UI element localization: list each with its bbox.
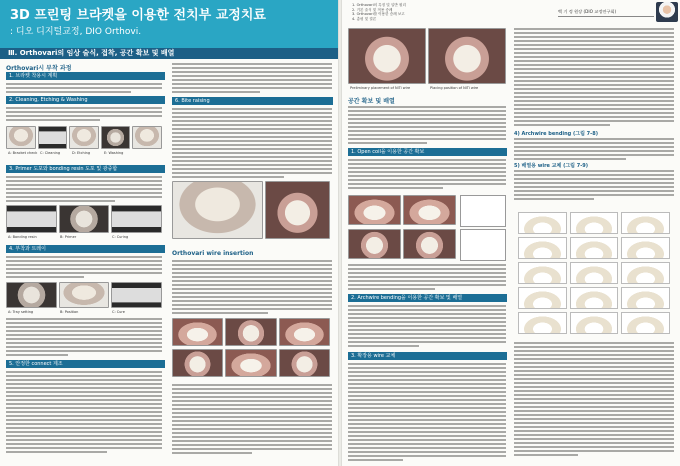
body-text-block bbox=[6, 176, 162, 204]
title-banner bbox=[0, 0, 338, 48]
column-title: Orthovari시 부착 과정 bbox=[6, 65, 72, 72]
left-page bbox=[0, 0, 338, 466]
clinical-photo bbox=[6, 205, 57, 233]
author-portrait bbox=[656, 2, 678, 22]
author-name: 백 기 정 원장 (DIO 교정연구회) bbox=[558, 9, 617, 14]
photo-row bbox=[172, 318, 330, 346]
photo-row bbox=[6, 205, 162, 233]
subheading-5: 5. 안정한 connect 제조 bbox=[6, 360, 165, 368]
clinical-photo bbox=[172, 349, 223, 377]
body-text-block bbox=[348, 363, 506, 463]
dental-arch-figure bbox=[570, 312, 619, 334]
photo-row bbox=[6, 282, 162, 308]
clinical-photo bbox=[111, 205, 162, 233]
subheading-3: 3. Primer 도포와 bonding resin 도포 및 광중합 bbox=[6, 165, 165, 173]
body-text-block bbox=[348, 106, 506, 146]
body-text-block bbox=[514, 28, 674, 128]
article-title: 3D 프린팅 브라켓을 이용한 전치부 교정치료 bbox=[10, 8, 266, 23]
photo-caption: E: Washing bbox=[104, 151, 124, 155]
series-list bbox=[352, 3, 406, 21]
subheading-4: 4. 부착과 트레이 bbox=[6, 245, 165, 253]
series-item: 3. Orthovari를 이용한 증례 보고 bbox=[352, 12, 405, 17]
clinical-photo bbox=[265, 181, 330, 239]
right-page bbox=[342, 0, 680, 466]
photo-caption: C: Curing bbox=[112, 235, 129, 239]
clinical-photo bbox=[428, 28, 506, 84]
body-text-block bbox=[172, 260, 332, 316]
dental-arch-figure bbox=[621, 262, 670, 284]
clinical-photo bbox=[348, 195, 401, 225]
body-text-block bbox=[6, 83, 162, 95]
clinical-photo bbox=[348, 28, 426, 84]
photo-row bbox=[348, 195, 456, 225]
dental-arch-figure bbox=[621, 237, 670, 259]
clinical-photo bbox=[172, 181, 263, 239]
dental-arch-figure bbox=[570, 237, 619, 259]
photo-caption: Preliminary placement of NiTi wire bbox=[350, 86, 411, 90]
dental-arch-figure bbox=[518, 212, 567, 234]
series-item: 1. Orthovari의 특징 및 일반 원리 bbox=[352, 3, 406, 7]
dental-arch-figure bbox=[518, 287, 567, 309]
photo-pair bbox=[348, 28, 506, 84]
photo-row bbox=[6, 126, 162, 149]
clinical-photo bbox=[348, 229, 401, 259]
subheading-1: 1. 브라켓 착용시 계획 bbox=[6, 72, 165, 80]
body-text-block bbox=[348, 159, 506, 191]
subheading-archwire: 2. Archwire bending을 이용한 공간 확보 및 배열 bbox=[348, 294, 507, 302]
photo-grid bbox=[172, 181, 330, 239]
photo-row bbox=[348, 229, 456, 259]
clinical-photo bbox=[111, 282, 162, 308]
clinical-photo bbox=[6, 282, 57, 308]
series-item: 2. 기본 술식 및 적용 증례 bbox=[352, 7, 393, 12]
clinical-photo bbox=[38, 126, 68, 149]
photo-caption: A: Bonding resin bbox=[8, 235, 37, 239]
dental-arch-figure bbox=[518, 262, 567, 284]
photo-row bbox=[172, 349, 330, 377]
subheading-2: 2. Cleaning, Etching & Washing bbox=[6, 96, 165, 104]
dental-arch-figure bbox=[570, 212, 619, 234]
subheading-6: 6. Bite raising bbox=[172, 97, 333, 105]
section-title: Ⅲ. Orthovari의 임상 술식, 접착, 공간 확보 및 배열 bbox=[8, 49, 175, 57]
dental-arch-figure bbox=[621, 287, 670, 309]
photo-caption: Placing position of NiTi wire bbox=[430, 86, 479, 90]
body-text-block bbox=[6, 107, 162, 123]
clinical-photo bbox=[225, 318, 276, 346]
clinical-photo bbox=[403, 229, 456, 259]
body-text-block bbox=[514, 170, 674, 202]
body-text-block bbox=[348, 264, 506, 292]
figure-legend bbox=[460, 195, 506, 227]
divider bbox=[558, 16, 654, 17]
photo-caption: A: Bracket check bbox=[8, 151, 38, 155]
clinical-photo bbox=[69, 126, 99, 149]
body-text-block bbox=[6, 371, 162, 455]
figure-legend bbox=[460, 229, 506, 261]
body-text-block bbox=[514, 342, 674, 458]
clinical-photo bbox=[59, 282, 110, 308]
body-text-block bbox=[514, 138, 674, 162]
dental-arch-figure bbox=[570, 287, 619, 309]
dental-arch-figure bbox=[518, 312, 567, 334]
right-header bbox=[342, 0, 680, 22]
clinical-photo bbox=[279, 318, 330, 346]
article-subtitle: : 디오 디지털교정, DIO Orthovi. bbox=[10, 27, 142, 37]
column-title: 공간 확보 및 배열 bbox=[348, 98, 395, 105]
dental-arch-figure bbox=[621, 212, 670, 234]
clinical-photo bbox=[132, 126, 162, 149]
photo-caption: D: Etching bbox=[72, 151, 91, 155]
series-item: 4. 총평 및 결론 bbox=[352, 16, 377, 21]
body-text-block bbox=[172, 108, 332, 180]
clinical-photo bbox=[101, 126, 131, 149]
arch-diagram-grid bbox=[518, 212, 670, 334]
photo-caption: C: Cleaning bbox=[40, 151, 61, 155]
body-text-block bbox=[348, 305, 506, 349]
column-title: Orthovari wire insertion bbox=[172, 250, 254, 257]
photo-caption: C: Cure bbox=[112, 310, 125, 314]
clinical-photo bbox=[279, 349, 330, 377]
body-text-block bbox=[172, 384, 332, 456]
body-text-block bbox=[6, 256, 162, 280]
body-text-block bbox=[172, 63, 332, 95]
photo-caption: A: Tray setting bbox=[8, 310, 34, 314]
subheading-open-coil: 1. Open coil을 이용한 공간 확보 bbox=[348, 148, 507, 156]
clinical-photo bbox=[172, 318, 223, 346]
photo-caption: B: Primer bbox=[60, 235, 77, 239]
body-text-block bbox=[6, 318, 162, 358]
clinical-photo bbox=[6, 126, 36, 149]
subheading-aligning: 5) 배열용 wire 교체 (그림 7-9) bbox=[514, 163, 589, 169]
dental-arch-figure bbox=[621, 312, 670, 334]
dental-arch-figure bbox=[518, 237, 567, 259]
dental-arch-figure bbox=[570, 262, 619, 284]
clinical-photo bbox=[225, 349, 276, 377]
subheading-bending: 4) Archwire bending (그림 7-8) bbox=[514, 131, 599, 137]
clinical-photo bbox=[403, 195, 456, 225]
clinical-photo bbox=[59, 205, 110, 233]
photo-caption: B: Position bbox=[60, 310, 79, 314]
section-banner bbox=[0, 48, 338, 59]
subheading-wire-change: 3. 확장용 wire 교체 bbox=[348, 352, 507, 360]
left-column-1 bbox=[6, 63, 164, 72]
